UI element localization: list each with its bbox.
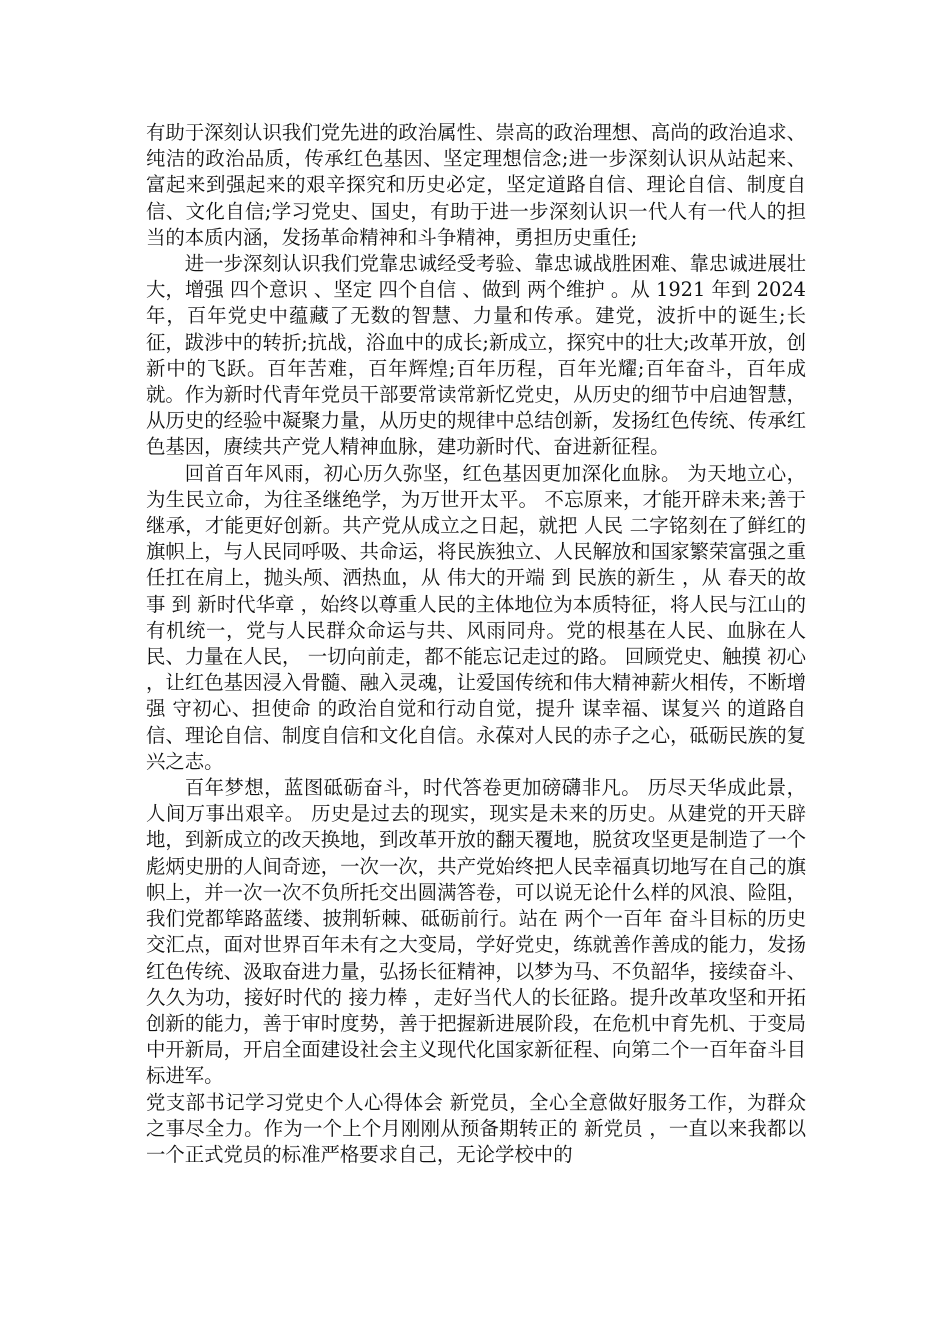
document-page: [146, 120, 806, 1168]
body-paragraph-2: 进一步深刻认识我们党靠忠诚经受考验、靠忠诚战胜困难、靠忠诚进展壮大，增强 四个意识 、坚定 四个自信 、做到 两个维护 。从 1921 年到 2024 年，百年党史中蕴藏了无数的智慧、力量和传承。建党，波折中的诞生;长征，跋涉中的转折;抗战，浴血中的成长;新成立，探究中的壮大;改革开放，创新中的飞跃。百年苦难，百年辉煌;百年历程，百年光耀;百年奋斗，百年成就。作为新时代青年党员干部要常读常新忆党史，从历史的细节中启迪智慧，从历史的经验中凝聚力量，从历史的规律中总结创新，发扬红色传统、传承红色基因，赓续共产党人精神血脉，建功新时代、奋进新征程。: [146, 252, 806, 459]
body-paragraph-3: 回首百年风雨，初心历久弥坚，红色基因更加深化血脉。 为天地立心，为生民立命，为往圣继绝学，为万世开太平。 不忘原来，才能开辟未来;善于继承，才能更好创新。共产党从成立之日起，就把 人民 二字铭刻在了鲜红的旗帜上，与人民同呼吸、共命运，将民族独立、人民解放和国家繁荣富强之重任扛在肩上，抛头颅、洒热血，从 伟大的开端 到 民族的新生 ，从 春天的故事 到 新时代华章 ，始终以尊重人民的主体地位为本质特征，将人民与江山的有机统一，党与人民群众命运与共、风雨同舟。党的根基在人民、血脉在人民、力量在人民， 一切向前走，都不能忘记走过的路。 回顾党史、触摸 初心 ，让红色基因浸入骨髓、融入灵魂，让爱国传统和伟大精神薪火相传，不断增强 守初心、担使命 的政治自觉和行动自觉，提升 谋幸福、谋复兴 的道路自信、理论自信、制度自信和文化自信。永葆对人民的赤子之心，砥砺民族的复兴之志。: [146, 461, 806, 773]
body-paragraph-4: 百年梦想，蓝图砥砺奋斗，时代答卷更加磅礴非凡。 历尽天华成此景，人间万事出艰辛。 历史是过去的现实，现实是未来的历史。从建党的开天辟地，到新成立的改天换地，到改革开放的翻天覆地，脱贫攻坚更是制造了一个彪炳史册的人间奇迹，一次一次，共产党始终把人民幸福真切地写在自己的旗帜上，并一次一次不负所托交出圆满答卷，可以说无论什么样的风浪、险阻，我们党都筚路蓝缕、披荆斩棘、砥砺前行。站在 两个一百年 奋斗目标的历史交汇点，面对世界百年未有之大变局，学好党史，练就善作善成的能力，发扬红色传统、汲取奋进力量，弘扬长征精神，以梦为马、不负韶华，接续奋斗、久久为功，接好时代的 接力棒 ，走好当代人的长征路。提升改革攻坚和开拓创新的能力，善于审时度势，善于把握新进展阶段，在危机中育先机、于变局中开新局，开启全面建设社会主义现代化国家新征程、向第二个一百年奋斗目标进军。: [146, 776, 806, 1088]
body-paragraph-5: 党支部书记学习党史个人心得体会 新党员，全心全意做好服务工作，为群众之事尽全力。作为一个上个月刚刚从预备期转正的 新党员 ，一直以来我都以一个正式党员的标准严格要求自己，无论学校中的: [146, 1090, 806, 1166]
body-paragraph-1: 有助于深刻认识我们党先进的政治属性、崇高的政治理想、高尚的政治追求、纯洁的政治品质，传承红色基因、坚定理想信念;进一步深刻认识从站起来、富起来到强起来的艰辛探究和历史必定，坚定道路自信、理论自信、制度自信、文化自信;学习党史、国史，有助于进一步深刻认识一代人有一代人的担当的本质内涵，发扬革命精神和斗争精神，勇担历史重任;: [146, 121, 806, 249]
